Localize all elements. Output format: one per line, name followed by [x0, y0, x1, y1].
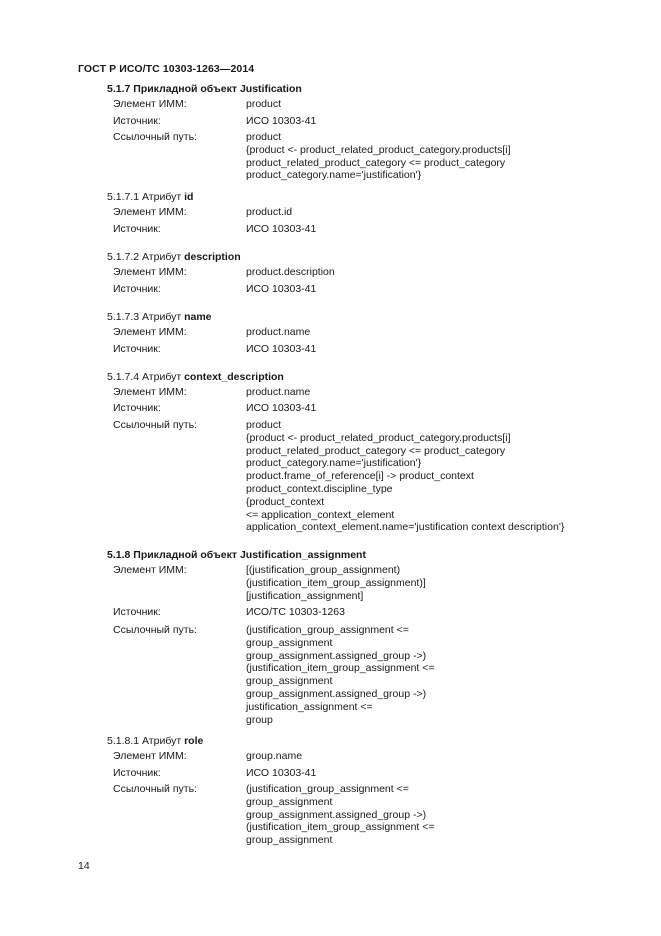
label-element: Элемент ИММ: [113, 98, 187, 110]
value-element: product [246, 98, 282, 110]
page-number: 14 [78, 860, 90, 872]
value-ref-path [246, 624, 435, 726]
value-source: ИСО/ТС 10303-1263 [246, 606, 345, 618]
ref-line: {product_context [246, 495, 325, 508]
ref-line: product_category.name='justification'} [246, 457, 422, 470]
label-ref-path: Ссылочный путь: [113, 419, 197, 431]
ref-line: product_category.name='justification'} [246, 169, 422, 182]
label-element: Элемент ИММ: [113, 750, 187, 762]
section-title-5-1-8-1: 5.1.8.1 Атрибут role [107, 735, 204, 747]
value-ref-path [246, 419, 564, 534]
label-source: Источник: [113, 115, 161, 127]
label-ref-path: Ссылочный путь: [113, 624, 197, 636]
value-ref-path [246, 131, 511, 182]
ref-line: product_related_product_category <= product_category [246, 156, 506, 169]
label-source: Источник: [113, 402, 161, 414]
section-title-5-1-7-3: 5.1.7.3 Атрибут name [107, 311, 212, 323]
ref-line: group_assignment.assigned_group ->) [246, 649, 427, 662]
ref-line: product_context.discipline_type [246, 482, 393, 495]
ref-line: group_assignment.assigned_group ->) [246, 808, 427, 821]
ref-line: (justification_group_assignment <= [246, 783, 409, 795]
section-title-5-1-8: 5.1.8 Прикладной объект Justification_assignment [107, 549, 366, 561]
label-element: Элемент ИММ: [113, 564, 187, 576]
ref-line: product_related_product_category <= product_category [246, 444, 506, 457]
ref-line: justification_assignment <= [246, 700, 373, 713]
value-source: ИСО 10303-41 [246, 767, 317, 779]
element-line: (justification_item_group_assignment)] [246, 576, 426, 589]
value-source: ИСО 10303-41 [246, 283, 317, 295]
value-element: product.id [246, 206, 293, 218]
value-source: ИСО 10303-41 [246, 115, 317, 127]
value-element [246, 564, 426, 602]
section-title-5-1-7-2: 5.1.7.2 Атрибут description [107, 251, 241, 263]
ref-line: group_assignment.assigned_group ->) [246, 687, 427, 700]
value-element: group.name [246, 750, 303, 762]
ref-line: product.frame_of_reference[i] -> product_context [246, 470, 474, 483]
section-title-5-1-7: 5.1.7 Прикладной объект Justification [107, 83, 302, 95]
element-line: [justification_assignment] [246, 589, 364, 602]
ref-line: (justification_group_assignment <= [246, 624, 409, 636]
section-title-5-1-7-4: 5.1.7.4 Атрибут context_description [107, 371, 284, 383]
label-ref-path: Ссылочный путь: [113, 783, 197, 795]
label-element: Элемент ИММ: [113, 386, 187, 398]
ref-line: group_assignment [246, 636, 333, 649]
label-ref-path: Ссылочный путь: [113, 131, 197, 143]
ref-line: {product <- product_related_product_category.products[i] [246, 143, 511, 156]
label-source: Источник: [113, 223, 161, 235]
label-source: Источник: [113, 343, 161, 355]
label-source: Источник: [113, 283, 161, 295]
label-source: Источник: [113, 606, 161, 618]
label-element: Элемент ИММ: [113, 206, 187, 218]
ref-line: <= application_context_element [246, 508, 395, 521]
ref-line: group [246, 713, 273, 726]
value-source: ИСО 10303-41 [246, 223, 317, 235]
ref-line: group_assignment [246, 834, 333, 847]
ref-line: product [246, 419, 282, 431]
value-element: product.name [246, 386, 311, 398]
value-element: product.name [246, 326, 311, 338]
value-ref-path [246, 783, 435, 847]
ref-line: {product <- product_related_product_category.products[i] [246, 431, 511, 444]
element-line: [(justification_group_assignment) [246, 564, 401, 576]
ref-line: group_assignment [246, 675, 333, 688]
ref-line: application_context_element.name='justification context description'} [246, 521, 565, 534]
label-source: Источник: [113, 767, 161, 779]
value-element: product.description [246, 266, 335, 278]
ref-line: group_assignment [246, 795, 333, 808]
section-title-5-1-7-1: 5.1.7.1 Атрибут id [107, 191, 194, 203]
ref-line: product [246, 131, 282, 143]
label-element: Элемент ИММ: [113, 266, 187, 278]
ref-line: (justification_item_group_assignment <= [246, 821, 435, 834]
document-header: ГОСТ Р ИСО/ТС 10303-1263—2014 [78, 63, 255, 75]
value-source: ИСО 10303-41 [246, 343, 317, 355]
value-source: ИСО 10303-41 [246, 402, 317, 414]
label-element: Элемент ИММ: [113, 326, 187, 338]
ref-line: (justification_item_group_assignment <= [246, 662, 435, 675]
